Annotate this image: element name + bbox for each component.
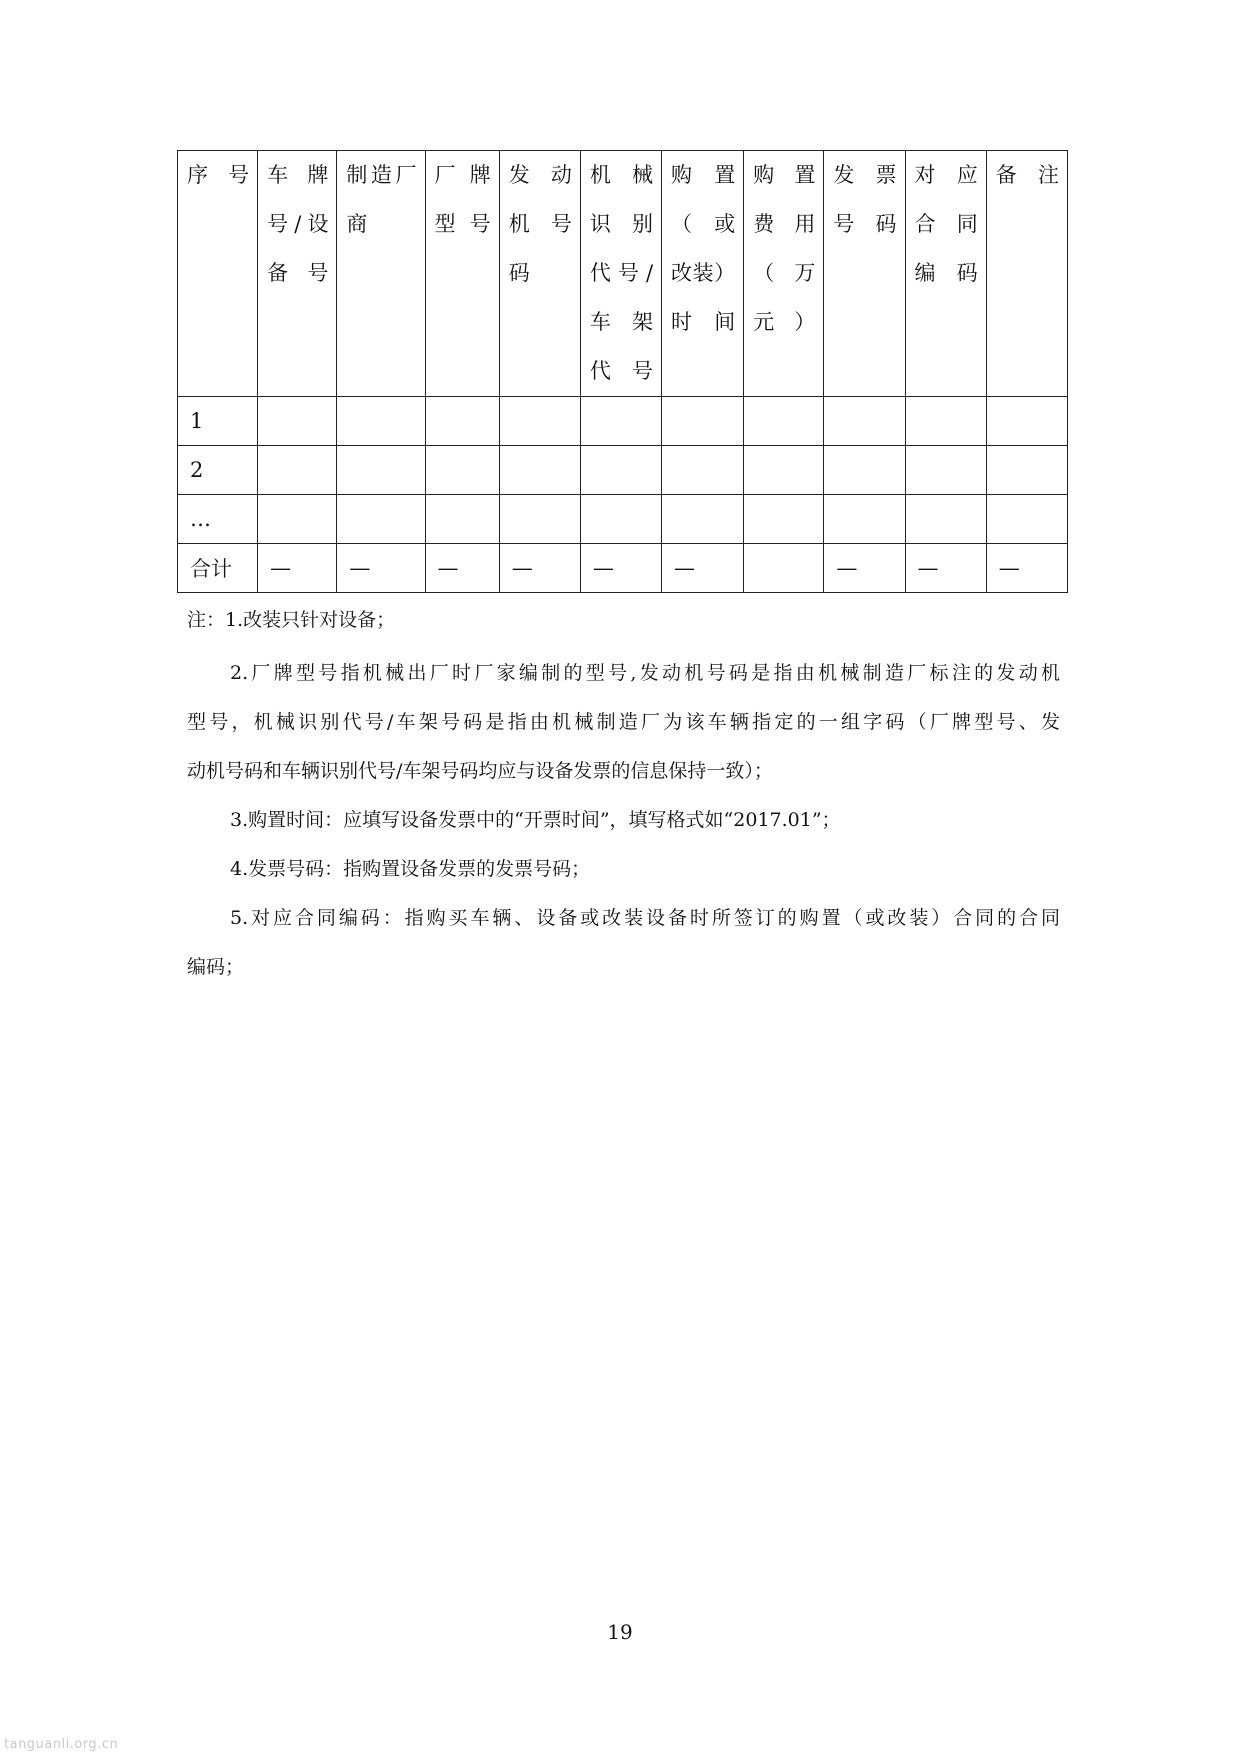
table-row	[178, 495, 1068, 544]
summary-cell: —	[499, 544, 580, 593]
header-text: 发票	[833, 163, 897, 187]
header-cell	[178, 151, 258, 397]
table-cell	[425, 495, 499, 544]
table-cell	[662, 446, 744, 495]
header-text: 厂 牌	[434, 163, 491, 187]
header-text: 备注	[995, 163, 1059, 187]
table-cell	[905, 446, 986, 495]
header-text: 合 同	[914, 212, 978, 236]
note-2-line-1: 2.厂牌型号指机械出厂时厂家编制的型号,发动机号码是指由机械制造厂标注的发动机	[230, 662, 1060, 684]
table-cell	[425, 446, 499, 495]
table-cell	[337, 397, 425, 446]
table-cell	[824, 397, 905, 446]
header-cell	[905, 151, 986, 397]
header-text: 代号	[589, 359, 654, 383]
header-cell	[337, 151, 425, 397]
header-text: 机 械	[589, 163, 654, 187]
header-text: 车 牌	[267, 163, 329, 187]
table-cell	[580, 397, 661, 446]
table-cell	[744, 446, 824, 495]
equipment-table	[177, 150, 1068, 593]
note-3: 3.购置时间：应填写设备发票中的“开票时间”，填写格式如“2017.01”；	[230, 809, 841, 831]
summary-cell: —	[986, 544, 1067, 593]
header-text: 识 别	[589, 212, 654, 236]
table-cell	[499, 495, 580, 544]
table-cell	[425, 397, 499, 446]
header-text: 号/设	[267, 212, 329, 236]
summary-cell: —	[580, 544, 661, 593]
header-text: 码	[508, 261, 530, 285]
header-text: 号码	[833, 212, 897, 236]
summary-cell: —	[337, 544, 425, 593]
summary-cell: —	[662, 544, 744, 593]
header-text: 备号	[267, 261, 329, 285]
header-text: 编码	[914, 261, 978, 285]
note-4: 4.发票号码：指购置设备发票的发票号码；	[230, 858, 591, 880]
header-text: 改装）	[671, 261, 736, 285]
summary-cell: —	[824, 544, 905, 593]
header-text: 车 架	[589, 310, 654, 334]
header-text: 发 动	[508, 163, 572, 187]
table-cell	[986, 495, 1067, 544]
header-text: 购 置	[671, 163, 736, 187]
table-cell: 2	[178, 446, 258, 495]
table-cell	[499, 446, 580, 495]
header-text: 元）	[753, 310, 816, 334]
note-2-line-3: 动机号码和车辆识别代号/车架号码均应与设备发票的信息保持一致）；	[187, 760, 773, 782]
table-cell	[824, 446, 905, 495]
header-text: 对 应	[914, 163, 978, 187]
table-cell	[337, 495, 425, 544]
table-cell	[824, 495, 905, 544]
summary-label: 合计	[178, 544, 258, 593]
header-text: 型号	[434, 212, 491, 236]
watermark: tanguanli.org.cn	[4, 1737, 119, 1752]
summary-cell: —	[905, 544, 986, 593]
summary-cell: —	[258, 544, 337, 593]
header-cell	[499, 151, 580, 397]
header-cell	[744, 151, 824, 397]
table-cell	[986, 446, 1067, 495]
table-cell	[662, 495, 744, 544]
header-text: 购 置	[753, 163, 816, 187]
header-text: （ 或	[671, 212, 736, 236]
table-cell	[499, 397, 580, 446]
header-text: （ 万	[753, 261, 816, 285]
table-cell	[905, 397, 986, 446]
table-cell	[337, 446, 425, 495]
note-5-line-2: 编码；	[187, 956, 245, 978]
header-cell	[258, 151, 337, 397]
note-2-line-2: 型号，机械识别代号/车架号码是指由机械制造厂为该车辆指定的一组字码（厂牌型号、发	[187, 711, 1060, 733]
table-cell	[258, 495, 337, 544]
table-cell	[744, 495, 824, 544]
header-text: 费用	[753, 212, 816, 236]
header-cell	[425, 151, 499, 397]
table-cell	[580, 446, 661, 495]
table-cell	[258, 446, 337, 495]
summary-row	[178, 544, 1068, 593]
header-text: 时间	[671, 310, 736, 334]
header-cell	[986, 151, 1067, 397]
header-text: 制造厂	[346, 163, 417, 187]
header-text: 商	[346, 212, 368, 236]
summary-cell: —	[425, 544, 499, 593]
note-5-line-1: 5.对应合同编码：指购买车辆、设备或改装设备时所签订的购置（或改装）合同的合同	[230, 907, 1060, 929]
table-row	[178, 397, 1068, 446]
table-cell	[580, 495, 661, 544]
table-row	[178, 446, 1068, 495]
page-number: 19	[607, 1620, 633, 1644]
table-cell: …	[178, 495, 258, 544]
header-cell	[580, 151, 661, 397]
table-cell	[905, 495, 986, 544]
note-1: 注：1.改装只针对设备；	[187, 609, 396, 631]
table-cell	[986, 397, 1067, 446]
header-text: 机 号	[508, 212, 572, 236]
table-header-row	[178, 151, 1068, 397]
header-cell	[824, 151, 905, 397]
header-text: 代号/	[589, 261, 654, 285]
header-text: 序号	[187, 163, 250, 187]
table-cell: 1	[178, 397, 258, 446]
table-cell	[258, 397, 337, 446]
summary-cell	[744, 544, 824, 593]
table-cell	[744, 397, 824, 446]
header-cell	[662, 151, 744, 397]
table-cell	[662, 397, 744, 446]
